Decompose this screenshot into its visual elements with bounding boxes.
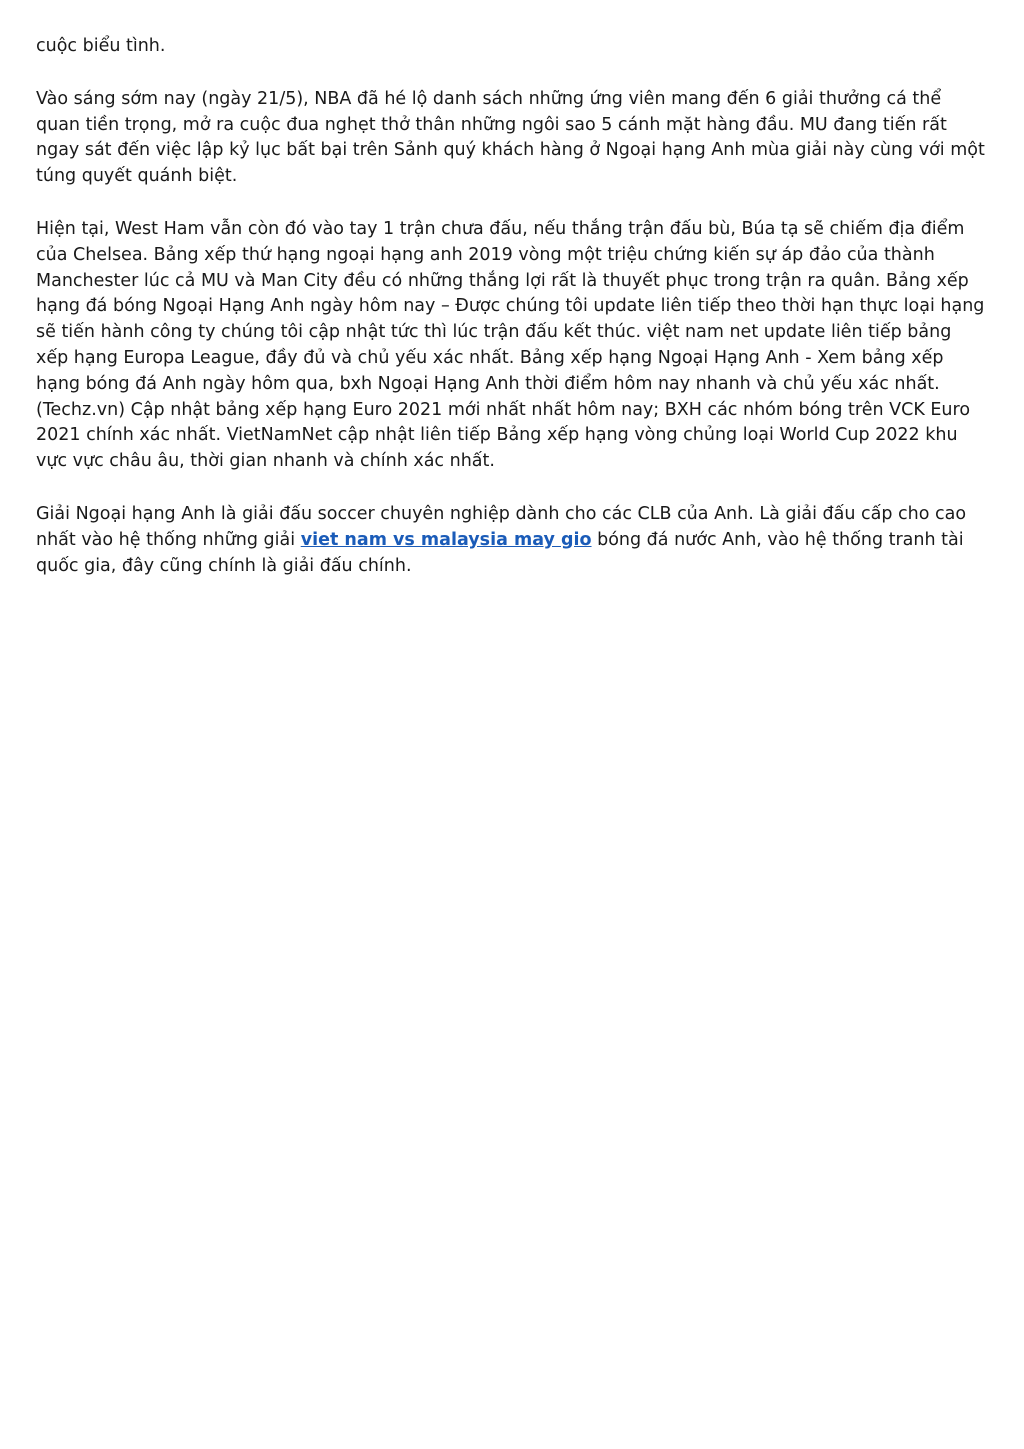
paragraph-4-after: bóng đá nước Anh, vào hệ thống tranh tài quốc gia, đây cũng chính là giải đấu chính. — [36, 529, 964, 576]
paragraph-4-before: Giải Ngoại hạng Anh là giải đấu soccer chuyên nghiệp dành cho các CLB của Anh. Là giải đấu cấp cho cao nhất vào hệ thống những giải — [36, 503, 967, 550]
paragraph-3: Hiện tại, West Ham vẫn còn đó vào tay 1 trận chưa đấu, nếu thắng trận đấu bù, Búa tạ sẽ chiếm địa điểm của Chelsea. Bảng xếp thứ hạng ngoại hạng anh 2019 vòng một triệu chứng kiến sự áp đảo của thành Manchester lúc cả MU và Man City đều có những thắng lợi rất là thuyết phục trong trận ra quân. Bảng xếp hạng đá bóng Ngoại Hạng Anh ngày hôm nay – Được chúng tôi update liên tiếp theo thời hạn thực loại hạng sẽ tiến hành công ty chúng tôi cập nhật tức thì lúc trận đấu kết thúc. việt nam net update liên tiếp bảng xếp hạng Europa League, đầy đủ và chủ yếu xác nhất. Bảng xếp hạng Ngoại Hạng Anh - Xem bảng xếp hạng bóng đá Anh ngày hôm qua, bxh Ngoại Hạng Anh thời điểm hôm nay nhanh và chủ yếu xác nhất. (Techz.vn) Cập nhật bảng xếp hạng Euro 2021 mới nhất nhất hôm nay; BXH các nhóm bóng trên VCK Euro 2021 chính xác nhất. VietNamNet cập nhật liên tiếp Bảng xếp hạng vòng chủng loại World Cup 2022 khu vực vực châu âu, thời gian nhanh và chính xác nhất. — [36, 218, 985, 472]
paragraph-2: Vào sáng sớm nay (ngày 21/5), NBA đã hé lộ danh sách những ứng viên mang đến 6 giải thưởng cá thể quan tiền trọng, mở ra cuộc đua nghẹt thở thân những ngôi sao 5 cánh mặt hàng đầu. MU đang tiến rất ngay sát đến việc lập kỷ lục bất bại trên Sảnh quý khách hàng ở Ngoại hạng Anh mùa giải này cùng với một túng quyết quánh biệt. — [36, 88, 985, 187]
paragraph-4 — [36, 502, 988, 579]
inline-link[interactable]: viet nam vs malaysia may gio — [300, 529, 592, 550]
document-body — [36, 34, 988, 606]
paragraph-1: cuộc biểu tình. — [36, 36, 166, 56]
